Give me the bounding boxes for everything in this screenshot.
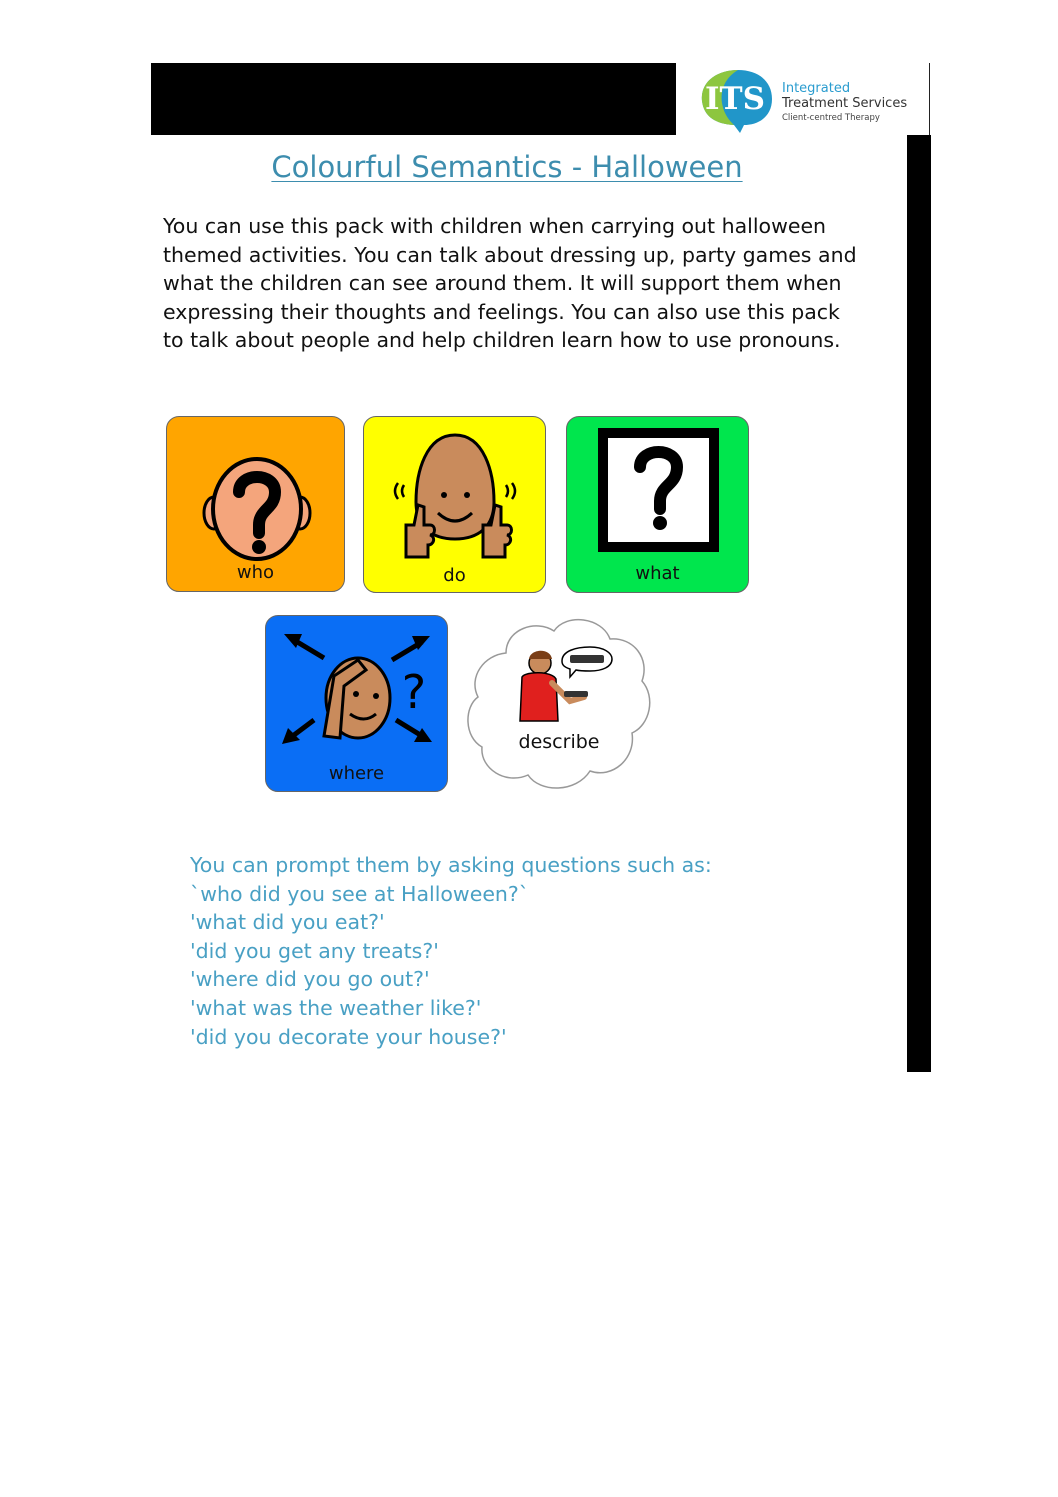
right-black-bar [907,135,931,1072]
card-describe [466,615,652,793]
prompt-question: 'did you get any treats?' [190,938,439,963]
logo-line-2: Treatment Services [782,96,908,111]
card-label-who: who [236,562,275,583]
prompt-question: `who did you see at Halloween?` [190,881,530,906]
logo-line-3: Client-centred Therapy [782,113,880,123]
logo-line-1: Integrated [782,81,851,96]
page-title: Colourful Semantics - Halloween [271,150,743,184]
card-label-describe: describe [518,731,600,753]
intro-paragraph: You can use this pack with children when carrying out halloween themed activities. You can talk about dressing up, party games and what the children can see around them. It will support them when expressing their thoughts and feelings. You can also use this pack to talk about people and help children learn how to use pronouns. [163,214,857,353]
card-what [566,416,749,593]
prompt-question: 'what was the weather like?' [190,995,482,1020]
card-do [363,416,546,593]
svg-text:?: ? [401,665,427,719]
prompt-question: 'what did you eat?' [190,910,385,935]
its-logo-icon [696,67,778,133]
card-where [265,615,448,792]
card-who [166,416,345,592]
prompt-question: 'where did you go out?' [190,967,430,992]
card-label-what: what [635,563,680,584]
card-label-where: where [328,763,385,784]
logo-mark-text: ITS [705,81,765,117]
its-logo [676,63,930,135]
prompt-questions [190,851,850,1051]
header-black-bar [151,63,676,135]
describe-cloud-icon [466,615,652,793]
prompt-question: 'did you decorate your house?' [190,1024,507,1049]
prompt-intro: You can prompt them by asking questions such as: [190,853,712,877]
card-label-do: do [443,565,466,586]
